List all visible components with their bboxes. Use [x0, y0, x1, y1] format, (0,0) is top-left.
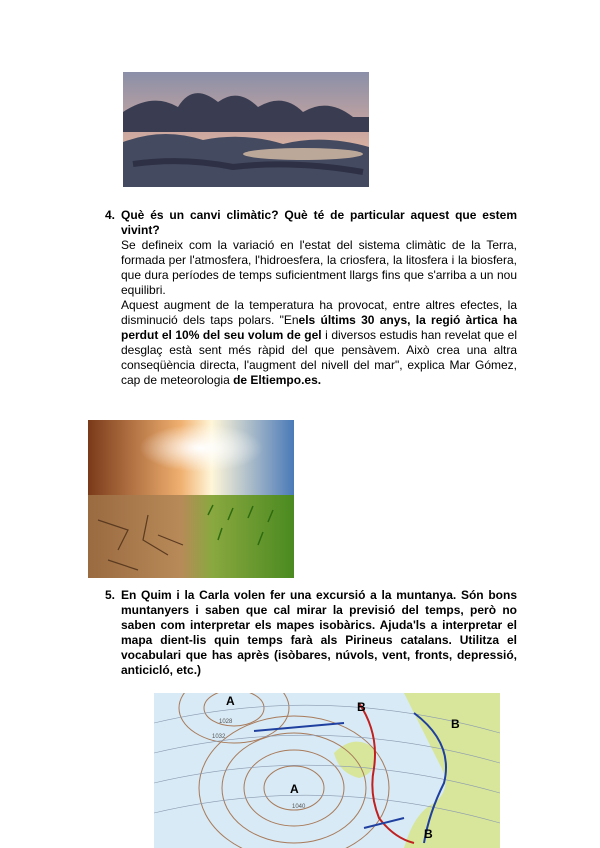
climate-contrast-image: [88, 420, 294, 578]
answer-paragraph-2: Aquest augment de la temperatura ha provocat, entre altres efectes, la disminució dels taps polars. "Enels últims 30 anys, la regió àrtica ha perdut el 10% del seu volum de gel i diversos estudis han revelat que el desglaç està sent més ràpid del que pensàvem. Això crea una altra conseqüència directa, l'augment del nivell del mar", explica Mar Gómez, cap de meteorologia de Eltiempo.es.: [121, 298, 518, 387]
pressure-label: B: [357, 700, 366, 714]
pressure-label: B: [451, 717, 460, 731]
question-number: 4.: [105, 208, 116, 222]
question-4: [105, 208, 517, 388]
question-title: En Quim i la Carla volen fer una excursió a la muntanya. Són bons muntanyers i saben que cal mirar la previsió del temps, però no saben com interpretar els mapes isobàrics. Ajuda'ls a interpretar el mapa dient-lis quin temps farà als Pirineus catalans. Utilitza el vocabulari que has après (isòbares, núvols, vent, fronts, depressió, anticicló, etc.): [121, 588, 517, 677]
bold-highlight: els últims 30 anys, la regió àrtica ha perdut el 10% del seu volum de gel: [121, 313, 517, 342]
isobar-value: 1040: [292, 804, 306, 810]
question-number: 5.: [105, 588, 116, 602]
question-5: [105, 588, 517, 678]
answer-text: [121, 238, 517, 388]
question-title: Què és un canvi climàtic? Què té de particular aquest que estem vivint?: [121, 208, 517, 237]
pressure-label: A: [226, 694, 235, 708]
isobar-value: 1032: [212, 734, 226, 740]
isobaric-map-image: [154, 693, 500, 848]
source-name: de Eltiempo.es.: [233, 373, 322, 387]
wave-clouds-image: [123, 72, 369, 187]
pressure-label: A: [290, 782, 299, 796]
pressure-label: B: [424, 827, 433, 841]
isobar-value: 1028: [219, 719, 233, 725]
answer-paragraph-1: Se defineix com la variació en l'estat del sistema climàtic de la Terra, formada per l'atmosfera, l'hidroesfera, la criosfera, la litosfera i la biosfera, que dura períodes de temps suficientment llargs fins que s'arriba a un nou equilibri.: [121, 238, 517, 297]
